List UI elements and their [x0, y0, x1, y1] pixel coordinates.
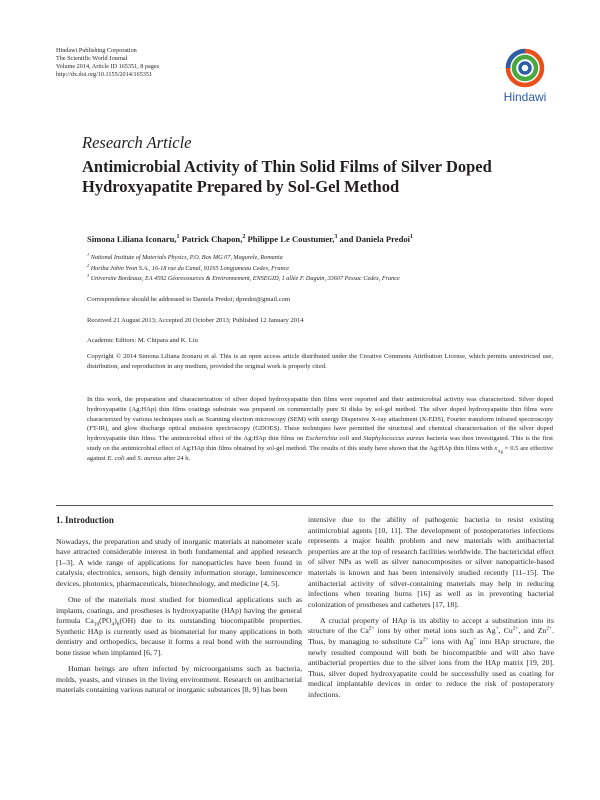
- ion-charge: 2+: [546, 625, 553, 632]
- title-line-2: Hydroxyapatite Prepared by Sol-Gel Method: [82, 176, 400, 196]
- author-affiliation-mark: 2: [242, 234, 246, 241]
- dates-line: Received 21 August 2013; Accepted 20 October 2013; Published 12 January 2014: [87, 317, 304, 324]
- body-paragraph: [56, 595, 302, 659]
- author-affiliation-mark: 1: [410, 234, 414, 241]
- formula-subscript: 4: [111, 621, 115, 628]
- organism-name: Escherichia coli: [305, 435, 350, 443]
- body-column-left: [56, 515, 302, 701]
- formula-subscript: 6: [116, 621, 120, 628]
- section-heading: 1. Introduction: [56, 515, 114, 525]
- ion-charge: +: [473, 636, 477, 643]
- doi-link[interactable]: http://dx.doi.org/10.1155/2014/165351: [56, 71, 153, 78]
- hindawi-rings-icon: [497, 46, 553, 90]
- abstract-text: after 24 h.: [161, 454, 191, 462]
- paragraph-text: ions with Ag: [428, 637, 474, 647]
- formula-subscript: 10: [93, 621, 100, 628]
- ion-charge: 2+: [422, 636, 429, 643]
- affiliation-item: [87, 253, 400, 264]
- ion-charge: 2+: [368, 625, 375, 632]
- abstract-text: and: [124, 454, 138, 462]
- author-affiliation-mark: 1: [176, 234, 180, 241]
- paragraph-text: ): [114, 616, 117, 626]
- editors-line: Academic Editors: M. Chipara and K. Liu: [87, 337, 198, 344]
- body-paragraph: intensive due to the ability of pathogenic bacteria to resist existing antimicrobial agents [10, 11]. The development of postoperatories infections represents a major health problem and new materials with antibacterial properties are at the top of research facilities worldwide. The bactericidal effect of silver NPs as well as silver nanocomposites or silver nanoparticle-based materials is known and has been intensively studied recently [11–15]. The antibacterial activity of silver-containing materials may help in reducing infections when treating burns [16] as well as in preventing bacterial colonization of prostheses and catheters [17, 18].: [308, 515, 554, 609]
- abstract-text: and: [349, 435, 364, 443]
- correspondence-line: Correspondence should be addressed to Daniela Predoi; dpredoi@gmail.com: [87, 296, 291, 303]
- author-name: Patrick Chapon,: [181, 234, 243, 244]
- author-list: [87, 234, 413, 244]
- author-name: Simona Liliana Iconaru,: [87, 234, 177, 244]
- abstract-text: In this work, the preparation and characterization of silver doped hydroxyapatite thin films were reported and their antimicrobial activity was characterized. Silver doped hydroxyapatite (Ag:HAp) thin films coatings substrate was prepared on commercially pure Si disks by sol-gel method. The silver doped hydroxyapatite thin films were characterized by various techniques such as Scanning electron microscopy (SEM) with energy Dispersive X-ray attachment (X-EDS), Fourier transform infrared spectroscopy (FT-IR), and glow discharge optical emission spectroscopy (GDOES). These techniques have permitted the structural and chemical characterisation of the silver doped hydroxyapatite thin films. The antimicrobial effect of the Ag:HAp thin films on: [87, 396, 553, 443]
- paragraph-text: ions by other metal ions such as Ag: [374, 626, 496, 636]
- paragraph-text: (OH) due to its outstanding biocompatible properties. Synthetic HAp is currently used as biomaterial for many applications in both dentistry and orthopedics, because it forms a real bond with the surrounding bone tissue when implanted [6, 7].: [56, 616, 302, 658]
- abstract-text: bacteria was then investigated. This is the first study on the antimicrobial effect of Ag:HAp thin films obtained by sol-gel method. The results of this study have shown that the Ag:HAp thin films with: [87, 435, 553, 452]
- paragraph-text: , Cu: [498, 626, 513, 636]
- section-divider: [56, 505, 553, 506]
- publisher-name: Hindawi Publishing Corporation: [56, 47, 137, 54]
- hindawi-logo-text: Hindawi: [503, 90, 547, 104]
- body-paragraph: Human beings are often infected by microorganisms such as bacteria, molds, yeasts, and viruses in the living environment. Research on antibacterial materials containing various natural or inorganic substances [8, 9] has been: [56, 664, 302, 695]
- body-paragraph: Nowadays, the preparation and study of inorganic materials at nanometer scale have attracted considerable interest in both fundamental and applied research [1–3]. A wide range of applications for nanoparticles have been found in catalysis, electronics, sensors, high density information storage, luminescence devices, photonics, pharmaceuticals, biotechnology, and medicine [4, 5].: [56, 536, 302, 588]
- volume-line: Volume 2014, Article ID 165351, 8 pages: [56, 63, 159, 70]
- article-type: Research Article: [82, 133, 192, 152]
- variable-subscript: Ag: [497, 448, 503, 454]
- author-affiliation-mark: 3: [334, 234, 338, 241]
- journal-header: [56, 47, 159, 79]
- paragraph-text: A crucial property of HAp is its ability to accept a substitution into its structure of the Ca: [308, 615, 554, 636]
- title-line-1: Antimicrobial Activity of Thin Solid Films of Silver Doped: [82, 157, 492, 176]
- affiliation-item: [87, 264, 400, 275]
- author-name: Philippe Le Coustumer,: [247, 234, 335, 244]
- paragraph-text: One of the materials most studied for biomedical applications such as implants, coatings, and prostheses is hydroxyapatite (HAp) having the general formula Ca: [56, 595, 302, 626]
- paragraph-text: , and Zn: [518, 626, 547, 636]
- author-name: and Daniela Predoi: [339, 234, 411, 244]
- article-title: [82, 157, 552, 196]
- affiliation-text: Universite Bordeaux, EA 4592 Géoressources & Environnement, ENSEGID, 1 allée F. Daguin, 33607 Pessac Cedex, France: [90, 275, 400, 282]
- abstract-text: = 0.5 are effective against: [87, 444, 554, 462]
- body-paragraph: [308, 616, 554, 701]
- affiliation-text: National Institute of Materials Physics, P.O. Box MG 07, Magurele, Romania: [90, 254, 283, 261]
- body-column-right: [308, 515, 554, 706]
- paragraph-text: (PO: [99, 616, 112, 626]
- copyright-notice: Copyright © 2014 Simona Liliana Iconaru et al. This is an open access article distributed under the Creative Commons Attribution License, which permits unrestricted use, distribution, and reproduction in any medium, provided the original work is properly cited.: [87, 353, 553, 370]
- affiliation-number: 2: [87, 262, 90, 268]
- affiliation-list: [87, 253, 400, 285]
- affiliation-number: 1: [87, 251, 90, 257]
- organism-name: S. aureus: [137, 454, 162, 462]
- ion-charge: +: [495, 625, 499, 632]
- variable-symbol: x: [494, 444, 498, 452]
- organism-name: E. coli: [107, 454, 125, 462]
- paragraph-text: . Thus, by managing to substitute Ca: [308, 626, 555, 647]
- affiliation-text: Horiba Jobin Yvon S.A., 16-18 rue du Canal, 91165 Longjumeau Cedex, France: [90, 264, 290, 272]
- journal-name: The Scientific World Journal: [56, 55, 128, 62]
- affiliation-item: [87, 274, 400, 285]
- ion-charge: 2+: [512, 625, 519, 632]
- abstract: [87, 395, 553, 464]
- hindawi-logo: [497, 46, 553, 104]
- organism-name: Staphylococcus aureus: [363, 435, 425, 443]
- affiliation-number: 3: [87, 272, 90, 278]
- paragraph-text: into HAp structure, the newly resulted compound will both be biocompatible and will also have antibacterial properties due to the silver ions from the HAp matrix [19, 20]. Thus, silver doped hydroxyapatite could be successfully used as coating for medical implantable devices in order to reduce the risk of postoperatory infections.: [308, 637, 555, 699]
